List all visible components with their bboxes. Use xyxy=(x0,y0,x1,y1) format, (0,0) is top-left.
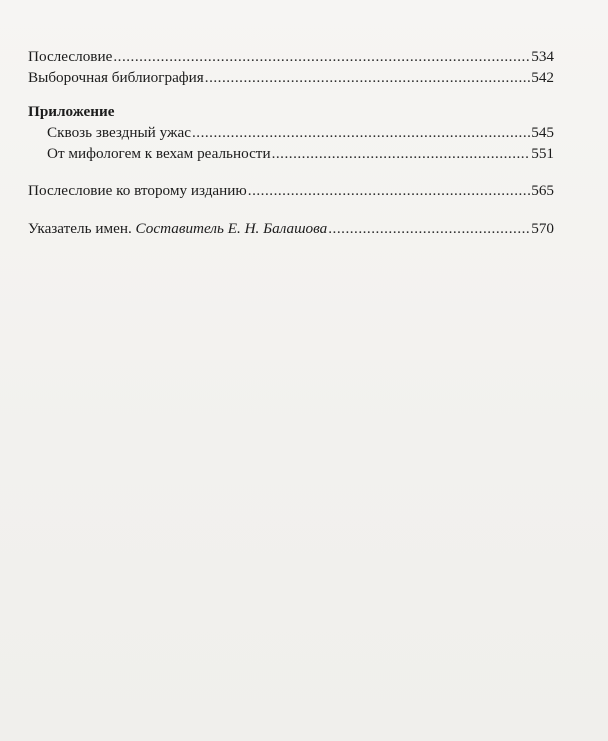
toc-entry-title: Выборочная библиография xyxy=(28,69,204,86)
toc-entry-title-compiler: Составитель Е. Н. Балашова xyxy=(135,220,328,237)
toc-entry-title: Сквозь звездный ужас xyxy=(47,124,191,141)
toc-entry-title-plain: Указатель имен. xyxy=(28,220,136,237)
table-of-contents xyxy=(28,46,554,239)
toc-entry-title xyxy=(28,218,327,239)
appendix-heading: Приложение xyxy=(28,103,115,120)
toc-entry-appendix-1 xyxy=(28,122,554,143)
toc-entry-title: От мифологем к вехам реальности xyxy=(47,145,271,162)
dot-leader xyxy=(248,180,530,201)
toc-entry-page: 545 xyxy=(531,124,554,141)
toc-entry-title: Послесловие ко второму изданию xyxy=(28,182,247,199)
dot-leader xyxy=(192,122,530,143)
toc-entry-second-edition-afterword xyxy=(28,180,554,201)
toc-entry-page: 534 xyxy=(531,48,554,65)
toc-entry-page: 542 xyxy=(531,69,554,86)
dot-leader xyxy=(328,218,530,239)
dot-leader xyxy=(272,143,531,164)
toc-entry-page: 551 xyxy=(531,145,554,162)
dot-leader xyxy=(205,67,530,88)
toc-entry-page: 565 xyxy=(531,182,554,199)
dot-leader xyxy=(113,46,530,67)
toc-entry-index xyxy=(28,218,554,239)
toc-entry-page: 570 xyxy=(531,220,554,237)
toc-entry-appendix-2 xyxy=(28,143,554,164)
toc-entry-afterword xyxy=(28,46,554,67)
toc-entry-bibliography xyxy=(28,67,554,88)
toc-entry-title: Послесловие xyxy=(28,48,113,65)
